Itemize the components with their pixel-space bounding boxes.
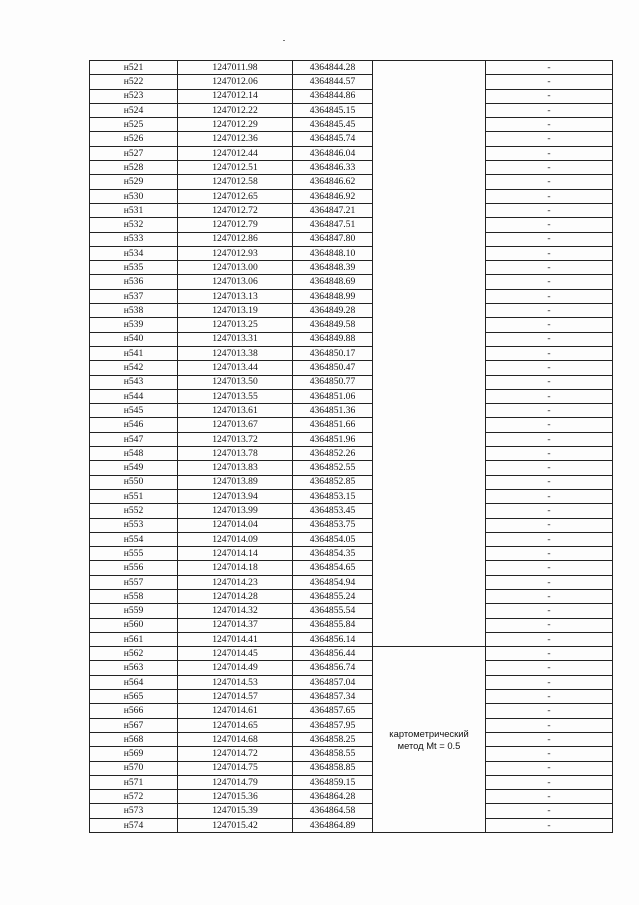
y-coordinate-cell: 4364851.66 [293, 418, 373, 432]
y-coordinate-cell: 4364857.34 [293, 690, 373, 704]
dash-cell: - [486, 289, 613, 303]
y-coordinate-cell: 4364847.21 [293, 203, 373, 217]
table-row [90, 361, 613, 375]
x-coordinate-cell: 1247013.78 [178, 447, 293, 461]
x-coordinate-cell: 1247013.25 [178, 318, 293, 332]
y-coordinate-cell: 4364846.92 [293, 189, 373, 203]
table-row [90, 675, 613, 689]
x-coordinate-cell: 1247012.14 [178, 89, 293, 103]
dash-cell: - [486, 547, 613, 561]
table-row [90, 447, 613, 461]
table-row [90, 432, 613, 446]
x-coordinate-cell: 1247014.14 [178, 547, 293, 561]
x-coordinate-cell: 1247014.68 [178, 732, 293, 746]
table-row [90, 404, 613, 418]
x-coordinate-cell: 1247014.49 [178, 661, 293, 675]
y-coordinate-cell: 4364849.58 [293, 318, 373, 332]
dash-cell: - [486, 103, 613, 117]
point-number-cell: н545 [90, 404, 178, 418]
dash-cell: - [486, 332, 613, 346]
dash-cell: - [486, 203, 613, 217]
table-row [90, 61, 613, 75]
y-coordinate-cell: 4364851.36 [293, 404, 373, 418]
x-coordinate-cell: 1247014.79 [178, 775, 293, 789]
point-number-cell: н527 [90, 146, 178, 160]
point-number-cell: н574 [90, 818, 178, 832]
point-number-cell: н552 [90, 504, 178, 518]
point-number-cell: н521 [90, 61, 178, 75]
dash-cell: - [486, 346, 613, 360]
y-coordinate-cell: 4364856.74 [293, 661, 373, 675]
table-row [90, 332, 613, 346]
point-number-cell: н525 [90, 118, 178, 132]
x-coordinate-cell: 1247014.45 [178, 647, 293, 661]
x-coordinate-cell: 1247013.83 [178, 461, 293, 475]
point-number-cell: н522 [90, 75, 178, 89]
x-coordinate-cell: 1247013.19 [178, 304, 293, 318]
point-number-cell: н534 [90, 246, 178, 260]
x-coordinate-cell: 1247014.23 [178, 575, 293, 589]
point-number-cell: н539 [90, 318, 178, 332]
x-coordinate-cell: 1247013.13 [178, 289, 293, 303]
x-coordinate-cell: 1247014.09 [178, 532, 293, 546]
y-coordinate-cell: 4364855.54 [293, 604, 373, 618]
x-coordinate-cell: 1247013.72 [178, 432, 293, 446]
point-number-cell: н565 [90, 690, 178, 704]
y-coordinate-cell: 4364858.55 [293, 747, 373, 761]
table-row [90, 775, 613, 789]
y-coordinate-cell: 4364851.06 [293, 389, 373, 403]
table-row [90, 175, 613, 189]
y-coordinate-cell: 4364854.65 [293, 561, 373, 575]
y-coordinate-cell: 4364849.88 [293, 332, 373, 346]
point-number-cell: н532 [90, 218, 178, 232]
table-row [90, 489, 613, 503]
table-row [90, 161, 613, 175]
point-number-cell: н560 [90, 618, 178, 632]
point-number-cell: н531 [90, 203, 178, 217]
point-number-cell: н566 [90, 704, 178, 718]
point-number-cell: н533 [90, 232, 178, 246]
x-coordinate-cell: 1247012.44 [178, 146, 293, 160]
dash-cell: - [486, 232, 613, 246]
table-row [90, 218, 613, 232]
table-row [90, 103, 613, 117]
dash-cell: - [486, 475, 613, 489]
method-accuracy: метод Mt = 0.5 [397, 739, 461, 751]
dash-cell: - [486, 461, 613, 475]
dash-cell: - [486, 132, 613, 146]
dash-cell: - [486, 661, 613, 675]
table-row [90, 690, 613, 704]
table-row [90, 146, 613, 160]
dash-cell: - [486, 747, 613, 761]
table-row [90, 289, 613, 303]
table-row [90, 618, 613, 632]
table-row [90, 346, 613, 360]
y-coordinate-cell: 4364857.65 [293, 704, 373, 718]
dash-cell: - [486, 218, 613, 232]
table-row [90, 389, 613, 403]
x-coordinate-cell: 1247014.04 [178, 518, 293, 532]
x-coordinate-cell: 1247012.65 [178, 189, 293, 203]
dash-cell: - [486, 718, 613, 732]
dash-cell: - [486, 146, 613, 160]
y-coordinate-cell: 4364845.74 [293, 132, 373, 146]
dash-cell: - [486, 504, 613, 518]
x-coordinate-cell: 1247012.22 [178, 103, 293, 117]
y-coordinate-cell: 4364846.62 [293, 175, 373, 189]
dash-cell: - [486, 618, 613, 632]
point-number-cell: н524 [90, 103, 178, 117]
y-coordinate-cell: 4364846.33 [293, 161, 373, 175]
dash-cell: - [486, 589, 613, 603]
point-number-cell: н568 [90, 732, 178, 746]
dash-cell: - [486, 89, 613, 103]
point-number-cell: н538 [90, 304, 178, 318]
x-coordinate-cell: 1247014.61 [178, 704, 293, 718]
dash-cell: - [486, 647, 613, 661]
dash-cell: - [486, 246, 613, 260]
x-coordinate-cell: 1247012.29 [178, 118, 293, 132]
x-coordinate-cell: 1247013.99 [178, 504, 293, 518]
y-coordinate-cell: 4364848.99 [293, 289, 373, 303]
x-coordinate-cell: 1247013.44 [178, 361, 293, 375]
point-number-cell: н562 [90, 647, 178, 661]
table-row [90, 704, 613, 718]
x-coordinate-cell: 1247013.31 [178, 332, 293, 346]
table-row [90, 232, 613, 246]
table-row [90, 761, 613, 775]
point-number-cell: н549 [90, 461, 178, 475]
table-row [90, 118, 613, 132]
point-number-cell: н563 [90, 661, 178, 675]
dash-cell: - [486, 375, 613, 389]
table-row [90, 375, 613, 389]
y-coordinate-cell: 4364853.75 [293, 518, 373, 532]
table-row [90, 532, 613, 546]
x-coordinate-cell: 1247015.42 [178, 818, 293, 832]
point-number-cell: н558 [90, 589, 178, 603]
y-coordinate-cell: 4364855.84 [293, 618, 373, 632]
y-coordinate-cell: 4364864.89 [293, 818, 373, 832]
point-number-cell: н543 [90, 375, 178, 389]
x-coordinate-cell: 1247014.18 [178, 561, 293, 575]
x-coordinate-cell: 1247012.06 [178, 75, 293, 89]
dash-cell: - [486, 704, 613, 718]
dash-cell: - [486, 189, 613, 203]
x-coordinate-cell: 1247014.65 [178, 718, 293, 732]
y-coordinate-cell: 4364852.55 [293, 461, 373, 475]
dash-cell: - [486, 432, 613, 446]
y-coordinate-cell: 4364850.47 [293, 361, 373, 375]
table-row [90, 189, 613, 203]
point-number-cell: н548 [90, 447, 178, 461]
y-coordinate-cell: 4364857.95 [293, 718, 373, 732]
dash-cell: - [486, 818, 613, 832]
y-coordinate-cell: 4364847.51 [293, 218, 373, 232]
scan-mark [283, 40, 285, 41]
point-number-cell: н564 [90, 675, 178, 689]
dash-cell: - [486, 518, 613, 532]
point-number-cell: н535 [90, 261, 178, 275]
point-number-cell: н546 [90, 418, 178, 432]
x-coordinate-cell: 1247012.79 [178, 218, 293, 232]
x-coordinate-cell: 1247013.00 [178, 261, 293, 275]
y-coordinate-cell: 4364852.26 [293, 447, 373, 461]
y-coordinate-cell: 4364848.39 [293, 261, 373, 275]
table-row [90, 132, 613, 146]
x-coordinate-cell: 1247014.75 [178, 761, 293, 775]
table-row [90, 547, 613, 561]
dash-cell: - [486, 489, 613, 503]
y-coordinate-cell: 4364858.25 [293, 732, 373, 746]
table-row [90, 89, 613, 103]
dash-cell: - [486, 418, 613, 432]
x-coordinate-cell: 1247015.39 [178, 804, 293, 818]
x-coordinate-cell: 1247012.86 [178, 232, 293, 246]
dash-cell: - [486, 261, 613, 275]
table-row [90, 647, 613, 661]
table-row [90, 718, 613, 732]
coordinates-table-body [90, 61, 613, 833]
point-number-cell: н537 [90, 289, 178, 303]
y-coordinate-cell: 4364846.04 [293, 146, 373, 160]
y-coordinate-cell: 4364851.96 [293, 432, 373, 446]
table-row [90, 475, 613, 489]
table-row [90, 318, 613, 332]
x-coordinate-cell: 1247013.67 [178, 418, 293, 432]
point-number-cell: н551 [90, 489, 178, 503]
y-coordinate-cell: 4364853.45 [293, 504, 373, 518]
y-coordinate-cell: 4364855.24 [293, 589, 373, 603]
table-row [90, 589, 613, 603]
point-number-cell: н573 [90, 804, 178, 818]
point-number-cell: н561 [90, 632, 178, 646]
y-coordinate-cell: 4364850.17 [293, 346, 373, 360]
point-number-cell: н567 [90, 718, 178, 732]
dash-cell: - [486, 61, 613, 75]
y-coordinate-cell: 4364854.05 [293, 532, 373, 546]
table-row [90, 246, 613, 260]
y-coordinate-cell: 4364864.58 [293, 804, 373, 818]
dash-cell: - [486, 404, 613, 418]
point-number-cell: н572 [90, 790, 178, 804]
x-coordinate-cell: 1247013.94 [178, 489, 293, 503]
dash-cell: - [486, 175, 613, 189]
point-number-cell: н536 [90, 275, 178, 289]
dash-cell: - [486, 732, 613, 746]
dash-cell: - [486, 532, 613, 546]
point-number-cell: н529 [90, 175, 178, 189]
x-coordinate-cell: 1247014.32 [178, 604, 293, 618]
dash-cell: - [486, 118, 613, 132]
x-coordinate-cell: 1247013.50 [178, 375, 293, 389]
table-row [90, 304, 613, 318]
x-coordinate-cell: 1247012.93 [178, 246, 293, 260]
table-row [90, 461, 613, 475]
y-coordinate-cell: 4364859.15 [293, 775, 373, 789]
x-coordinate-cell: 1247013.61 [178, 404, 293, 418]
point-number-cell: н541 [90, 346, 178, 360]
point-number-cell: н544 [90, 389, 178, 403]
y-coordinate-cell: 4364857.04 [293, 675, 373, 689]
table-row [90, 732, 613, 746]
y-coordinate-cell: 4364852.85 [293, 475, 373, 489]
table-row [90, 632, 613, 646]
y-coordinate-cell: 4364854.35 [293, 547, 373, 561]
y-coordinate-cell: 4364864.28 [293, 790, 373, 804]
dash-cell: - [486, 790, 613, 804]
y-coordinate-cell: 4364847.80 [293, 232, 373, 246]
dash-cell: - [486, 561, 613, 575]
y-coordinate-cell: 4364856.44 [293, 647, 373, 661]
y-coordinate-cell: 4364845.15 [293, 103, 373, 117]
y-coordinate-cell: 4364844.86 [293, 89, 373, 103]
dash-cell: - [486, 318, 613, 332]
method-name: картометрический [389, 727, 469, 739]
table-row [90, 75, 613, 89]
point-number-cell: н570 [90, 761, 178, 775]
table-row [90, 504, 613, 518]
table-row [90, 275, 613, 289]
dash-cell: - [486, 690, 613, 704]
x-coordinate-cell: 1247013.38 [178, 346, 293, 360]
x-coordinate-cell: 1247015.36 [178, 790, 293, 804]
y-coordinate-cell: 4364854.94 [293, 575, 373, 589]
dash-cell: - [486, 75, 613, 89]
table-row [90, 203, 613, 217]
table-row [90, 575, 613, 589]
point-number-cell: н556 [90, 561, 178, 575]
x-coordinate-cell: 1247014.41 [178, 632, 293, 646]
table-row [90, 818, 613, 832]
y-coordinate-cell: 4364844.28 [293, 61, 373, 75]
table-row [90, 661, 613, 675]
dash-cell: - [486, 275, 613, 289]
dash-cell: - [486, 389, 613, 403]
table-row [90, 518, 613, 532]
point-number-cell: н559 [90, 604, 178, 618]
y-coordinate-cell: 4364848.10 [293, 246, 373, 260]
point-number-cell: н555 [90, 547, 178, 561]
table-row [90, 418, 613, 432]
dash-cell: - [486, 361, 613, 375]
point-number-cell: н540 [90, 332, 178, 346]
dash-cell: - [486, 761, 613, 775]
point-number-cell: н526 [90, 132, 178, 146]
y-coordinate-cell: 4364850.77 [293, 375, 373, 389]
coordinates-table [89, 60, 613, 833]
x-coordinate-cell: 1247012.72 [178, 203, 293, 217]
point-number-cell: н571 [90, 775, 178, 789]
dash-cell: - [486, 675, 613, 689]
y-coordinate-cell: 4364845.45 [293, 118, 373, 132]
table-row [90, 561, 613, 575]
x-coordinate-cell: 1247013.55 [178, 389, 293, 403]
method-cell-lower [373, 647, 486, 833]
table-row [90, 790, 613, 804]
y-coordinate-cell: 4364844.57 [293, 75, 373, 89]
method-cell-upper [373, 61, 486, 647]
point-number-cell: н553 [90, 518, 178, 532]
point-number-cell: н523 [90, 89, 178, 103]
point-number-cell: н528 [90, 161, 178, 175]
y-coordinate-cell: 4364849.28 [293, 304, 373, 318]
point-number-cell: н554 [90, 532, 178, 546]
y-coordinate-cell: 4364856.14 [293, 632, 373, 646]
x-coordinate-cell: 1247012.36 [178, 132, 293, 146]
x-coordinate-cell: 1247011.98 [178, 61, 293, 75]
x-coordinate-cell: 1247013.06 [178, 275, 293, 289]
dash-cell: - [486, 447, 613, 461]
dash-cell: - [486, 804, 613, 818]
point-number-cell: н557 [90, 575, 178, 589]
table-row [90, 804, 613, 818]
table-row [90, 747, 613, 761]
y-coordinate-cell: 4364848.69 [293, 275, 373, 289]
dash-cell: - [486, 604, 613, 618]
dash-cell: - [486, 304, 613, 318]
x-coordinate-cell: 1247014.72 [178, 747, 293, 761]
dash-cell: - [486, 775, 613, 789]
dash-cell: - [486, 161, 613, 175]
x-coordinate-cell: 1247014.28 [178, 589, 293, 603]
dash-cell: - [486, 632, 613, 646]
x-coordinate-cell: 1247014.37 [178, 618, 293, 632]
y-coordinate-cell: 4364858.85 [293, 761, 373, 775]
point-number-cell: н542 [90, 361, 178, 375]
x-coordinate-cell: 1247014.57 [178, 690, 293, 704]
x-coordinate-cell: 1247014.53 [178, 675, 293, 689]
x-coordinate-cell: 1247012.58 [178, 175, 293, 189]
table-row [90, 261, 613, 275]
table-row [90, 604, 613, 618]
point-number-cell: н550 [90, 475, 178, 489]
x-coordinate-cell: 1247012.51 [178, 161, 293, 175]
point-number-cell: н569 [90, 747, 178, 761]
point-number-cell: н547 [90, 432, 178, 446]
dash-cell: - [486, 575, 613, 589]
x-coordinate-cell: 1247013.89 [178, 475, 293, 489]
y-coordinate-cell: 4364853.15 [293, 489, 373, 503]
point-number-cell: н530 [90, 189, 178, 203]
